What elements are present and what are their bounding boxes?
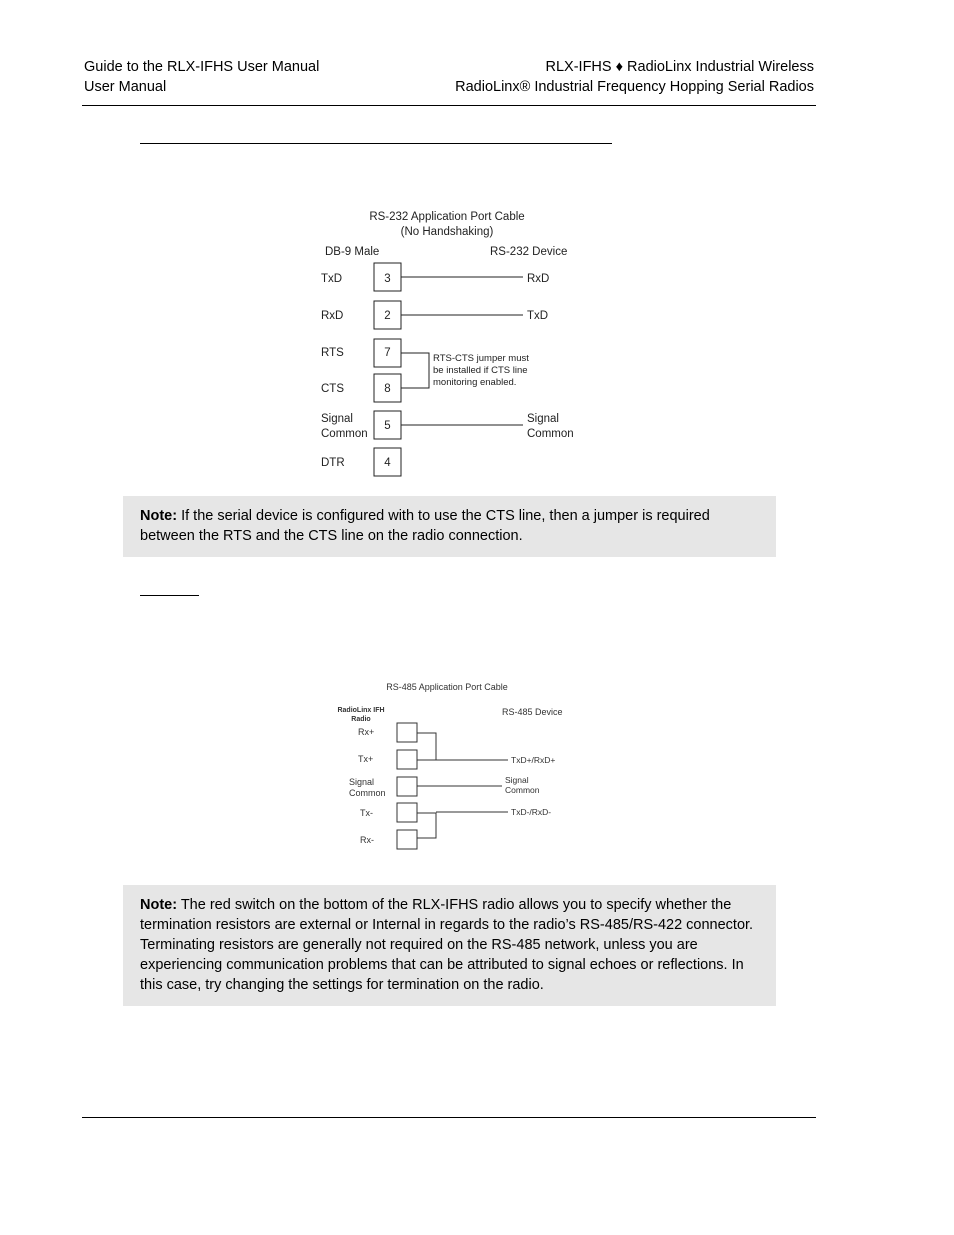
- rs232-title: RS-232 Application Port Cable: [369, 211, 525, 223]
- product-line: RLX-IFHS ♦ RadioLinx Industrial Wireless: [545, 59, 814, 75]
- rs232-left-header: DB-9 Male: [325, 246, 380, 258]
- rs232-cable-diagram: [300, 200, 600, 485]
- rs232-subtitle: (No Handshaking): [400, 226, 494, 238]
- rs485-right-label: TxD-/RxD-: [511, 807, 552, 817]
- rs485-left-header: Radio: [351, 716, 371, 723]
- note-label: Note:: [140, 508, 178, 524]
- rs232-pin: 4: [384, 457, 391, 469]
- rs232-left-label: Signal: [321, 413, 353, 425]
- rs485-pin-label: Common: [349, 788, 386, 798]
- rs232-pin: 8: [384, 383, 391, 395]
- rs485-pin-label: Rx+: [358, 727, 375, 737]
- note-box-termination: [123, 885, 776, 1006]
- rs232-pin: 3: [384, 273, 391, 285]
- header-rule: [82, 105, 816, 106]
- rs232-left-label: DTR: [321, 457, 345, 469]
- rs232-right-label: RxD: [527, 273, 550, 285]
- jumper-note-line: monitoring enabled.: [433, 377, 517, 388]
- doc-subtitle: User Manual: [84, 79, 167, 95]
- note-text: If the serial device is configured with to use the CTS line, then a jumper is required between the RTS and the CTS line on the radio connection.: [140, 508, 710, 544]
- note-box-cts: [123, 496, 776, 557]
- rs485-right-label: Signal: [505, 775, 529, 785]
- rs232-left-label: RTS: [321, 347, 344, 359]
- rs232-left-label: RxD: [321, 310, 344, 322]
- rs485-right-label: TxD+/RxD+: [511, 755, 556, 765]
- rs232-left-label: Common: [321, 428, 368, 440]
- rs232-pin: 2: [384, 310, 391, 322]
- rs232-right-label: Signal: [527, 413, 559, 425]
- jumper-note-line: RTS-CTS jumper must: [433, 353, 529, 364]
- product-description: RadioLinx® Industrial Frequency Hopping Serial Radios: [455, 79, 814, 95]
- rs232-right-header: RS-232 Device: [490, 246, 568, 258]
- rs232-right-label: TxD: [527, 310, 549, 322]
- rs485-pin-label: Tx-: [360, 808, 373, 818]
- rs485-pin-label: Signal: [349, 777, 375, 787]
- rs232-pin: 7: [384, 347, 391, 359]
- rs485-cable-diagram: [330, 678, 570, 856]
- header-left: [84, 57, 319, 97]
- jumper-note-line: be installed if CTS line: [433, 365, 528, 376]
- rs232-left-label: TxD: [321, 273, 343, 285]
- rs232-pin: 5: [384, 420, 391, 432]
- section-heading-rule-1: [140, 143, 612, 144]
- rs485-right-label: Common: [505, 785, 540, 795]
- note-label: Note:: [140, 897, 178, 913]
- rs232-right-label: Common: [527, 428, 574, 440]
- header-right: [455, 57, 814, 97]
- footer-rule: [82, 1117, 816, 1118]
- rs485-pin-label: Tx+: [358, 754, 374, 764]
- rs485-pin-label: Rx-: [360, 835, 374, 845]
- section-heading-rule-2: [140, 595, 199, 596]
- rs485-left-header: RadioLinx IFH: [337, 707, 385, 714]
- note-text: The red switch on the bottom of the RLX-IFHS radio allows you to specify whether the termination resistors are external or Internal in regards to the radio’s RS-485/RS-422 connector. Terminating resistors are generally not required on the RS-485 network, unless you are experiencing communication problems that can be attributed to signal echoes or reflections. In this case, try changing the settings for termination on the radio.: [140, 897, 754, 993]
- rs232-left-label: CTS: [321, 383, 344, 395]
- doc-title: Guide to the RLX-IFHS User Manual: [84, 59, 320, 75]
- rs485-title: RS-485 Application Port Cable: [386, 682, 508, 692]
- rs485-right-header: RS-485 Device: [502, 707, 563, 717]
